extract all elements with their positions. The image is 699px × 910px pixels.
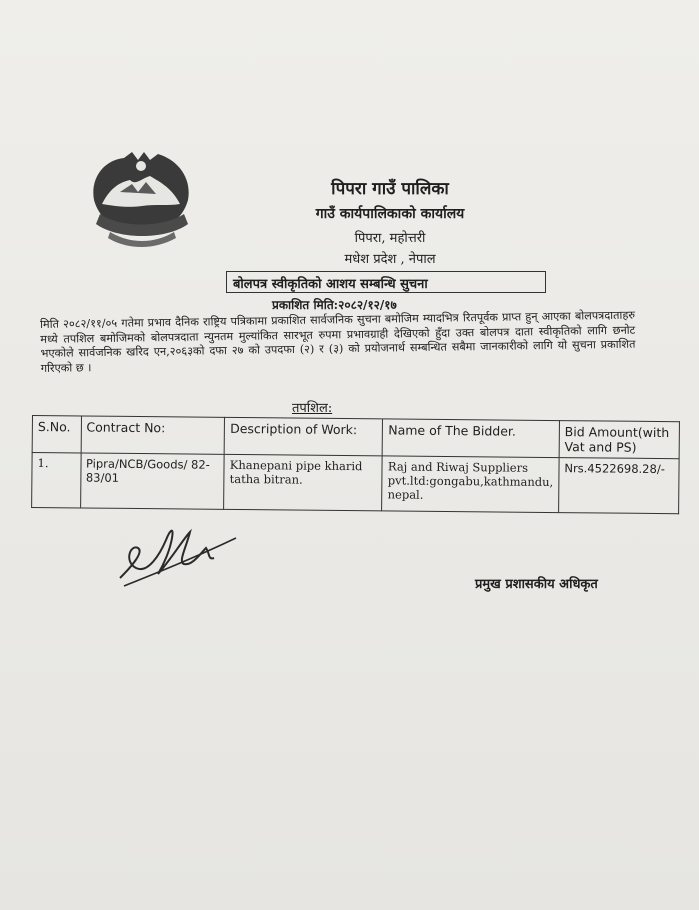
officer-signature [114,518,240,590]
col-header-contract: Contract No: [81,416,225,454]
cell-amount: Nrs.4522698.28/- [558,458,679,514]
notice-subject: बोलपत्र स्वीकृतिको आशय सम्बन्धि सुचना [226,271,546,293]
notice-body: मिति २०८२/११/०५ गतेमा प्रभाव दैनिक राष्ट्रिय पत्रिकामा प्रकाशित सार्वजनिक सुचना बमोजिम म्यादभित्र रितपूर्वक प्राप्त हुन् आएका बोलपत्रदाताहरु मध्ये तपशिल बमोजिमको बोलपत्रदाता न्युनतम मुल्यांकित सारभूत रुपमा प्रभावग्राही देखिएको हुँदा उक्त बोलपत्र दाता स्वीकृतिको लागि छनोट भएकोले सार्वजनिक खरिद एन,२०६३को दफा २७ को उपदफा (२) र (३) को प्रयोजनार्थ सम्बन्धित सबैमा जानकारीको लागि यो सुचना प्रकाशित गरिएको छ । [40,308,636,375]
office-province: मधेश प्रदेश , नेपाल [344,252,436,267]
cell-contract-no: Pipra/NCB/Goods/ 82-83/01 [80,453,224,509]
cell-sno: 1. [32,453,81,508]
col-header-description: Description of Work: [224,417,383,456]
col-header-bidder: Name of The Bidder. [383,419,560,458]
nepal-emblem-icon [80,148,202,252]
published-date: प्रकाशित मिति:२०८२/१२/१७ [272,298,397,312]
table-row [32,453,679,514]
cell-bidder: Raj and Riwaj Suppliers pvt.ltd:gongabu,kathmandu, nepal. [382,456,559,513]
table-header-row [32,416,679,459]
office-name: गाउँ कार्यपालिकाको कार्यालय [315,206,465,222]
col-header-sno: S.No. [32,416,81,453]
officer-title: प्रमुख प्रशासकीय अधिकृत [475,577,598,592]
cell-description: Khanepani pipe kharid tatha bitran. [224,454,383,511]
bid-table [31,415,680,514]
office-address: पिपरा, महोत्तरी [354,231,426,246]
col-header-amount: Bid Amount(with Vat and PS) [559,421,679,459]
schedule-title: तपशिल: [292,401,333,416]
municipality-name: पिपरा गाउँ पालिका [331,179,449,199]
